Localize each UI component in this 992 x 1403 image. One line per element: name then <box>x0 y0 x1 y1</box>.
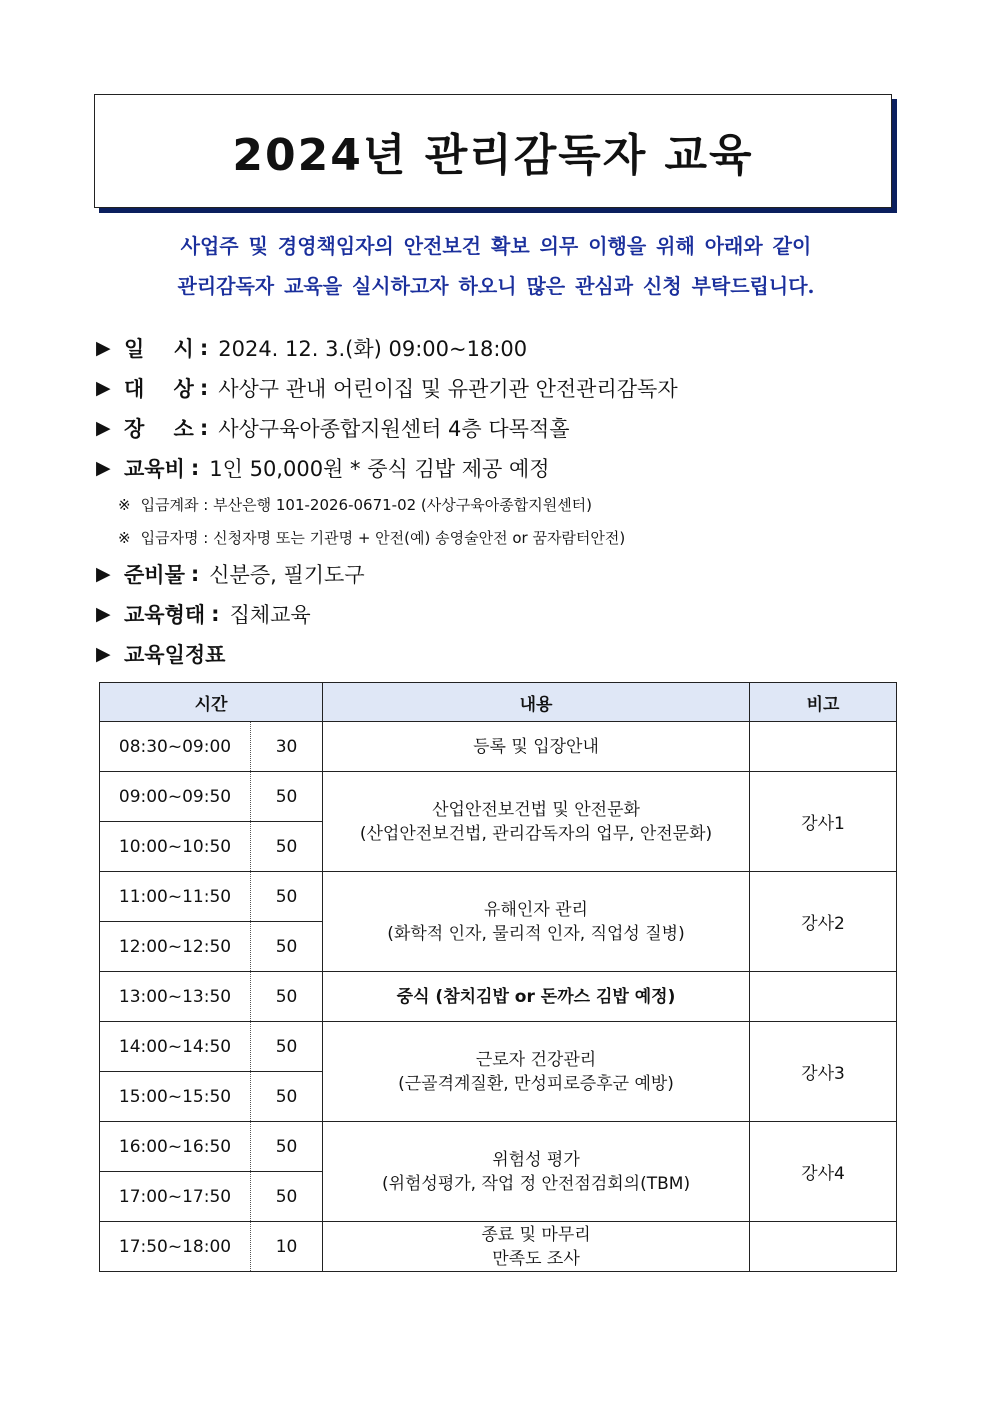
time-cell: 10:00~10:50 <box>100 822 251 872</box>
time-cell: 17:00~17:50 <box>100 1172 251 1222</box>
content-line: 종료 및 마무리 <box>481 1224 591 1245</box>
table-row <box>100 1122 897 1172</box>
content-cell <box>323 772 750 872</box>
content-line: (근골격계질환, 만성피로증후군 예방) <box>398 1073 674 1094</box>
time-cell: 16:00~16:50 <box>100 1122 251 1172</box>
header-time: 시간 <box>100 683 323 722</box>
triangle-bullet-icon: ▶ <box>96 337 111 359</box>
triangle-bullet-icon: ▶ <box>96 603 111 625</box>
minutes-cell: 50 <box>251 1172 323 1222</box>
time-cell: 14:00~14:50 <box>100 1022 251 1072</box>
info-label: 일 시 <box>124 337 194 361</box>
content-line: 근로자 건강관리 <box>475 1049 597 1070</box>
table-row <box>100 772 897 822</box>
minutes-cell: 50 <box>251 1122 323 1172</box>
time-cell: 09:00~09:50 <box>100 772 251 822</box>
minutes-cell: 50 <box>251 1072 323 1122</box>
header-note: 비고 <box>750 683 897 722</box>
content-line: (화학적 인자, 물리적 인자, 직업성 질병) <box>387 923 685 944</box>
info-value: 1인 50,000원 * 중식 김밥 제공 예정 <box>209 457 550 481</box>
table-header-row <box>100 683 897 722</box>
triangle-bullet-icon: ▶ <box>96 417 111 439</box>
content-cell <box>323 972 750 1022</box>
triangle-bullet-icon: ▶ <box>96 377 111 399</box>
content-line: (산업안전보건법, 관리감독자의 업무, 안전문화) <box>359 823 713 844</box>
note-account <box>96 488 936 521</box>
minutes-cell: 50 <box>251 922 323 972</box>
table-row <box>100 872 897 922</box>
info-schedule-heading <box>96 634 936 674</box>
info-label: 교육비 <box>124 457 185 481</box>
minutes-cell: 50 <box>251 1022 323 1072</box>
info-value: 신분증, 필기도구 <box>209 563 365 587</box>
note-cell <box>750 972 897 1022</box>
info-supplies: ▶ 준비물 : 신분증, 필기도구 <box>96 554 936 594</box>
info-target: ▶ 대 상 : 사상구 관내 어린이집 및 유관기관 안전관리감독자 <box>96 368 936 408</box>
table-row <box>100 1022 897 1072</box>
table-row <box>100 1222 897 1272</box>
note-cell <box>750 1222 897 1272</box>
content-line: 위험성 평가 <box>492 1149 580 1170</box>
note-text: 입금계좌 : 부산은행 101-2026-0671-02 (사상구육아종합지원센터) <box>140 496 593 514</box>
intro-line-2: 관리감독자 교육을 실시하고자 하오니 많은 관심과 신청 부탁드립니다. <box>177 274 815 298</box>
note-cell: 강사1 <box>750 772 897 872</box>
note-cell: 강사3 <box>750 1022 897 1122</box>
time-cell: 08:30~09:00 <box>100 722 251 772</box>
info-value: 집체교육 <box>229 603 311 627</box>
content-cell <box>323 1222 750 1272</box>
title-box <box>94 94 892 208</box>
schedule-table <box>99 682 897 1272</box>
note-cell <box>750 722 897 772</box>
content-line: 중식 (참치김밥 or 돈까스 김밥 예정) <box>396 986 676 1007</box>
info-value: 사상구육아종합지원센터 4층 다목적홀 <box>218 417 570 441</box>
content-cell <box>323 722 750 772</box>
minutes-cell: 50 <box>251 772 323 822</box>
note-cell: 강사4 <box>750 1122 897 1222</box>
intro-text <box>60 226 932 306</box>
info-format: ▶ 교육형태 : 집체교육 <box>96 594 936 634</box>
content-line: 만족도 조사 <box>492 1248 580 1269</box>
reference-mark-icon: ※ <box>118 528 131 547</box>
time-cell: 15:00~15:50 <box>100 1072 251 1122</box>
minutes-cell: 50 <box>251 872 323 922</box>
minutes-cell: 50 <box>251 972 323 1022</box>
minutes-cell: 50 <box>251 822 323 872</box>
info-label: 대 상 <box>124 377 194 401</box>
content-cell <box>323 1122 750 1222</box>
info-list <box>96 328 936 674</box>
info-label: 교육형태 <box>124 603 206 627</box>
info-place: ▶ 장 소 : 사상구육아종합지원센터 4층 다목적홀 <box>96 408 936 448</box>
note-cell: 강사2 <box>750 872 897 972</box>
time-cell: 12:00~12:50 <box>100 922 251 972</box>
note-depositor <box>96 521 936 554</box>
minutes-cell: 30 <box>251 722 323 772</box>
minutes-cell: 10 <box>251 1222 323 1272</box>
time-cell: 13:00~13:50 <box>100 972 251 1022</box>
page-title: 2024년 관리감독자 교육 <box>232 130 754 181</box>
info-value: 사상구 관내 어린이집 및 유관기관 안전관리감독자 <box>218 377 678 401</box>
info-label: 장 소 <box>124 417 194 441</box>
info-label: 준비물 <box>124 563 185 587</box>
triangle-bullet-icon: ▶ <box>96 457 111 479</box>
time-cell: 17:50~18:00 <box>100 1222 251 1272</box>
content-line: 산업안전보건법 및 안전문화 <box>432 799 640 820</box>
content-line: 유해인자 관리 <box>484 899 588 920</box>
reference-mark-icon: ※ <box>118 495 131 514</box>
content-cell <box>323 872 750 972</box>
table-row <box>100 722 897 772</box>
note-text: 입금자명 : 신청자명 또는 기관명 + 안전(예) 송영술안전 or 꿈자람터안전) <box>140 529 626 547</box>
info-date: ▶ 일 시 : 2024. 12. 3.(화) 09:00~18:00 <box>96 328 936 368</box>
schedule-heading: 교육일정표 <box>124 643 226 667</box>
content-line: 등록 및 입장안내 <box>473 736 599 757</box>
table-row <box>100 972 897 1022</box>
intro-line-1: 사업주 및 경영책임자의 안전보건 확보 의무 이행을 위해 아래와 같이 <box>180 234 812 258</box>
triangle-bullet-icon: ▶ <box>96 643 111 665</box>
content-line: (위험성평가, 작업 정 안전점검회의(TBM) <box>381 1173 691 1194</box>
content-cell <box>323 1022 750 1122</box>
time-cell: 11:00~11:50 <box>100 872 251 922</box>
info-value: 2024. 12. 3.(화) 09:00~18:00 <box>218 337 528 361</box>
header-content: 내용 <box>323 683 750 722</box>
info-fee: ▶ 교육비 : 1인 50,000원 * 중식 김밥 제공 예정 <box>96 448 936 488</box>
triangle-bullet-icon: ▶ <box>96 563 111 585</box>
